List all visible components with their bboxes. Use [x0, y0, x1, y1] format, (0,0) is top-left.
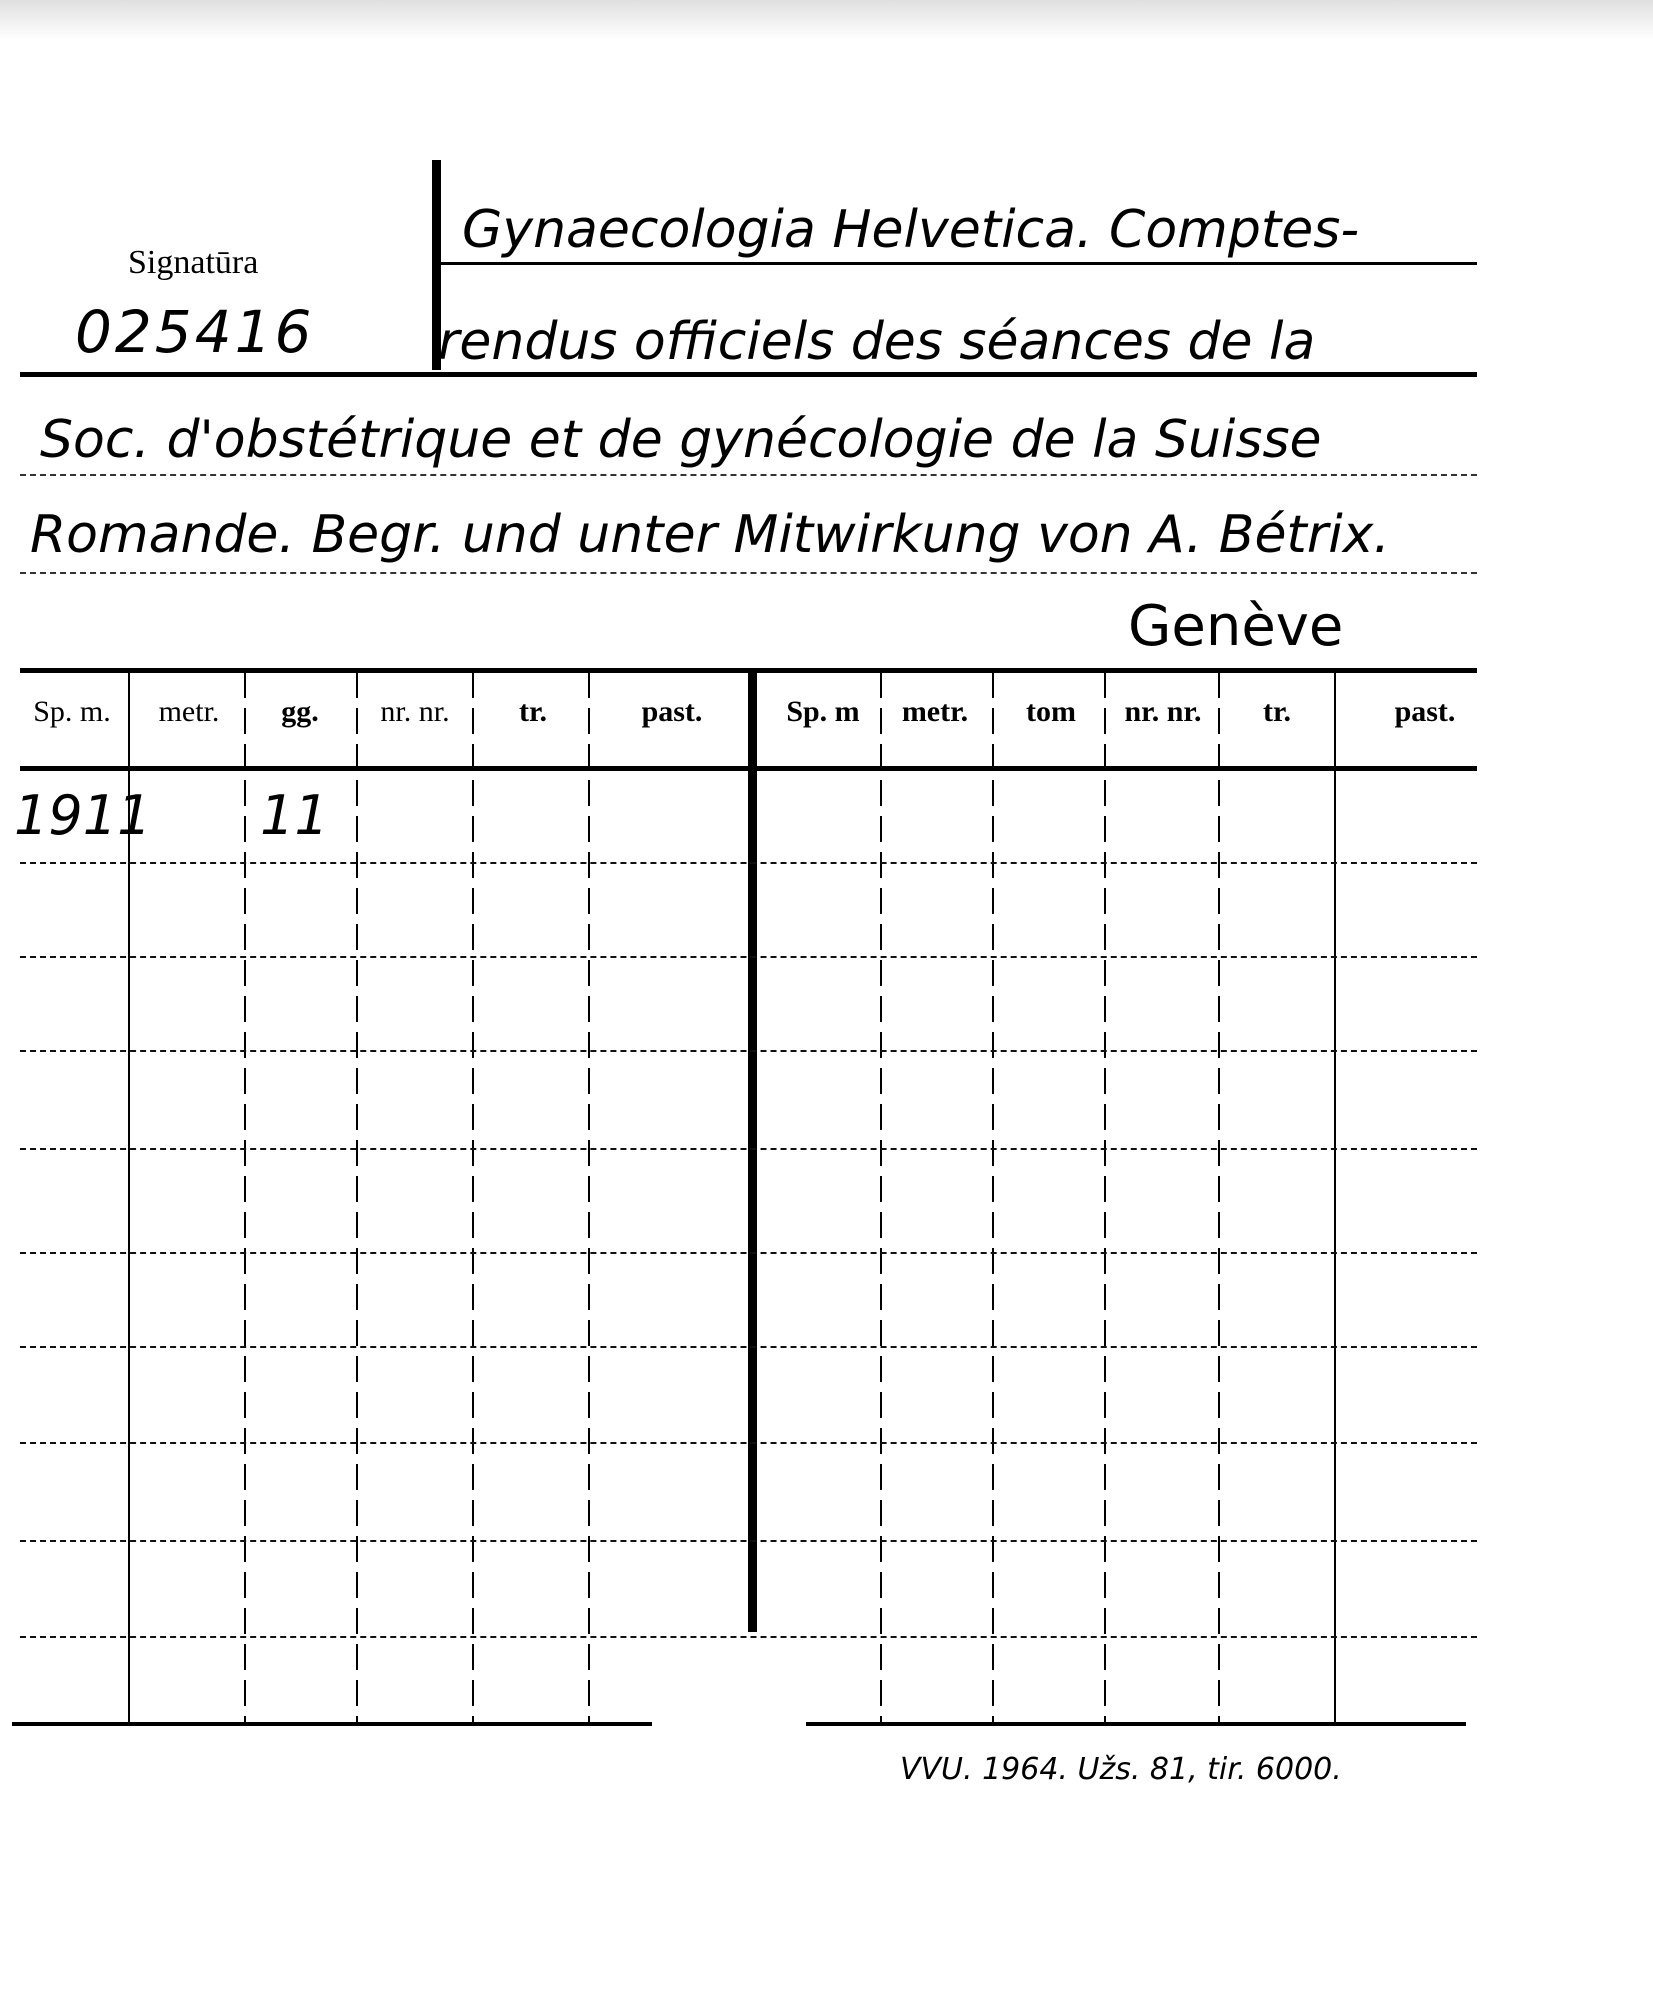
column-divider [588, 672, 590, 1724]
row-divider [20, 1148, 1477, 1152]
row-divider [20, 1252, 1477, 1256]
header-gg-left: gg. [281, 695, 319, 728]
center-divider [748, 672, 757, 1632]
title-line-2: rendus officiels des séances de la [438, 312, 1316, 372]
header-past-right: past. [1394, 695, 1456, 728]
cell-sp-m-row1: 1911 [14, 784, 152, 847]
row-divider [20, 1050, 1477, 1054]
header-nr-nr-left: nr. nr. [380, 695, 450, 728]
printer-note: VVU. 1964. Užs. 81, tir. 6000. [900, 1752, 1342, 1787]
header-sp-m-left: Sp. m. [33, 695, 111, 728]
row-divider [20, 956, 1477, 960]
header-tom-right: tom [1026, 695, 1076, 728]
column-divider [472, 672, 474, 1724]
table-bottom-rule-left [12, 1722, 652, 1726]
row-divider [20, 1346, 1477, 1350]
row-divider [20, 862, 1477, 866]
column-divider [880, 672, 882, 1724]
title-line-4: Romande. Begr. und unter Mitwirkung von A. Bétrix. [30, 505, 1390, 565]
column-divider [992, 672, 994, 1724]
header-tr-right: tr. [1262, 695, 1292, 728]
table-bottom-rule-right [806, 1722, 1466, 1726]
column-divider [1104, 672, 1106, 1724]
header-sp-m-right: Sp. m [786, 695, 860, 728]
signatura-number: 025416 [75, 298, 315, 366]
column-divider [356, 672, 358, 1724]
row-divider [20, 1636, 1477, 1640]
header-past-left: past. [641, 695, 703, 728]
header-metr-left: metr. [158, 695, 220, 728]
column-divider [244, 672, 246, 1724]
column-divider [1334, 672, 1336, 1724]
row-divider [20, 1540, 1477, 1544]
row-divider [20, 1442, 1477, 1446]
header-nr-nr-right: nr. nr. [1124, 695, 1202, 728]
column-divider [1218, 672, 1220, 1724]
title-line-3: Soc. d'obstétrique et de gynécologie de la Suisse [40, 410, 1322, 470]
cell-tom-row1: 11 [260, 784, 329, 847]
title-line-1: Gynaecologia Helvetica. Comptes- [462, 200, 1360, 260]
place-of-publication: Genève [1128, 594, 1344, 659]
header-metr-right: metr. [901, 695, 969, 728]
header-tr-left: tr. [518, 695, 548, 728]
signatura-label: Signatūra [128, 244, 259, 281]
